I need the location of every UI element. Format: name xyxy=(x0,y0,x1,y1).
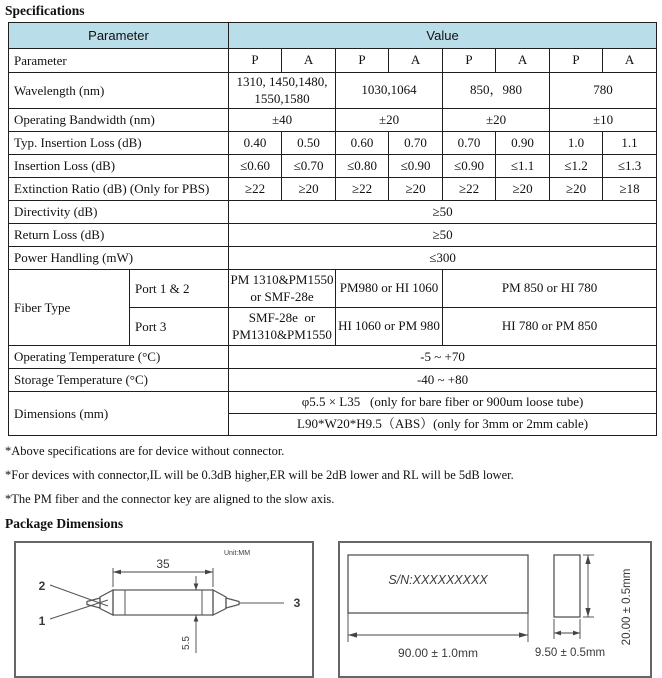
row-label: Insertion Loss (dB) xyxy=(9,155,229,178)
spec-value: 850，980 xyxy=(443,73,550,109)
col-a: A xyxy=(389,49,443,73)
col-p: P xyxy=(336,49,389,73)
spec-value: 0.60 xyxy=(336,132,389,155)
diameter-dim-label: 5.5 xyxy=(181,636,192,650)
package-width-dimension xyxy=(554,619,580,639)
row-label: Fiber Type xyxy=(9,270,130,346)
spec-value: ≥50 xyxy=(229,224,657,247)
row-label: Typ. Insertion Loss (dB) xyxy=(9,132,229,155)
spec-value: ≤1.3 xyxy=(603,155,657,178)
arrowhead-right-icon xyxy=(519,632,528,637)
spec-value: ≤300 xyxy=(229,247,657,270)
arrowhead-up-icon xyxy=(194,615,199,622)
spec-value: 1.0 xyxy=(550,132,603,155)
col-a: A xyxy=(282,49,336,73)
spec-value: φ5.5 × L35 (only for bare fiber or 900um loose tube) xyxy=(229,392,657,414)
row-label: Power Handling (mW) xyxy=(9,247,229,270)
package-height-label: 20.00 ± 0.5mm xyxy=(621,568,633,646)
spec-value: ≥20 xyxy=(389,178,443,201)
spec-value: ≤0.90 xyxy=(443,155,496,178)
insertion-loss-row xyxy=(9,155,657,178)
storage-temp-row xyxy=(9,369,657,392)
device-drawing-box xyxy=(14,541,314,678)
arrowhead-left-icon xyxy=(554,631,561,636)
arrowhead-up-icon xyxy=(585,555,590,564)
row-label: Directivity (dB) xyxy=(9,201,229,224)
operating-temp-row xyxy=(9,346,657,369)
spec-value: 1.1 xyxy=(603,132,657,155)
row-label: Dimensions (mm) xyxy=(9,392,229,436)
package-drawing xyxy=(340,543,650,671)
spec-value: SMF-28e or PM1310&PM1550 xyxy=(229,308,336,346)
specifications-table xyxy=(8,22,657,436)
spec-value: ≥20 xyxy=(282,178,336,201)
package-height-dimension xyxy=(583,555,594,617)
package-dimensions-heading: Package Dimensions xyxy=(5,516,124,531)
port-2-label: 2 xyxy=(38,579,46,593)
spec-value: ≥20 xyxy=(550,178,603,201)
spec-value: PM980 or HI 1060 xyxy=(336,270,443,308)
spec-value: ±20 xyxy=(443,109,550,132)
spec-value: 0.70 xyxy=(443,132,496,155)
length-dim-label: 35 xyxy=(156,557,170,571)
spec-value: ≤0.80 xyxy=(336,155,389,178)
spec-value: PM 1310&PM1550 or SMF-28e xyxy=(229,270,336,308)
arrowhead-left-icon xyxy=(113,570,121,575)
package-dimension-drawings xyxy=(14,541,662,678)
footnote-3: *The PM fiber and the connector key are aligned to the slow axis. xyxy=(5,492,335,506)
arrowhead-down-icon xyxy=(194,584,199,591)
spec-value: ≤1.2 xyxy=(550,155,603,178)
spec-value: HI 780 or PM 850 xyxy=(443,308,657,346)
typ-insertion-loss-row xyxy=(9,132,657,155)
spec-value: 780 xyxy=(550,73,657,109)
spec-value: ≥50 xyxy=(229,201,657,224)
fiber-type-port12-row xyxy=(9,270,657,308)
device-drawing xyxy=(16,543,312,671)
package-width-label: 9.50 ± 0.5mm xyxy=(534,647,606,659)
spec-value: ≤0.90 xyxy=(389,155,443,178)
header-parameter: Parameter xyxy=(9,23,229,49)
subheader-label: Parameter xyxy=(9,49,229,73)
arrowhead-right-icon xyxy=(573,631,580,636)
col-p: P xyxy=(229,49,282,73)
row-label: Operating Bandwidth (nm) xyxy=(9,109,229,132)
spec-value: ≤1.1 xyxy=(496,155,550,178)
extinction-ratio-row xyxy=(9,178,657,201)
row-label: Return Loss (dB) xyxy=(9,224,229,247)
spec-value: 0.50 xyxy=(282,132,336,155)
specifications-heading: Specifications xyxy=(5,3,85,18)
spec-value: 0.70 xyxy=(389,132,443,155)
col-p: P xyxy=(443,49,496,73)
spec-value: 1310, 1450,1480, 1550,1580 xyxy=(229,73,336,109)
power-handling-row xyxy=(9,247,657,270)
spec-value: ±10 xyxy=(550,109,657,132)
subheader-row xyxy=(9,49,657,73)
return-loss-row xyxy=(9,224,657,247)
footnote-1: *Above specifications are for device without connector. xyxy=(5,444,285,458)
package-side-view xyxy=(554,555,580,617)
dimensions-row-1 xyxy=(9,392,657,414)
spec-value: -5 ~ +70 xyxy=(229,346,657,369)
spec-value: ±20 xyxy=(336,109,443,132)
header-value: Value xyxy=(229,23,657,49)
row-label: Operating Temperature (°C) xyxy=(9,346,229,369)
port12-label: Port 1 & 2 xyxy=(130,270,229,308)
spec-value: ≤0.60 xyxy=(229,155,282,178)
arrowhead-down-icon xyxy=(585,608,590,617)
spec-value: ≥22 xyxy=(336,178,389,201)
spec-value: 0.90 xyxy=(496,132,550,155)
col-p: P xyxy=(550,49,603,73)
spec-value: ±40 xyxy=(229,109,336,132)
device-body xyxy=(87,590,239,615)
row-label: Wavelength (nm) xyxy=(9,73,229,109)
package-drawing-box xyxy=(338,541,652,678)
package-length-label: 90.00 ± 1.0mm xyxy=(398,646,478,660)
serial-label: S/N:XXXXXXXXX xyxy=(388,573,488,587)
spec-value: ≥18 xyxy=(603,178,657,201)
footnote-2: *For devices with connector,IL will be 0.3dB higher,ER will be 2dB lower and RL will be 5dB lower. xyxy=(5,468,514,482)
spec-value: 1030,1064 xyxy=(336,73,443,109)
port3-label: Port 3 xyxy=(130,308,229,346)
spec-value: L90*W20*H9.5（ABS）(only for 3mm or 2mm cable) xyxy=(229,414,657,436)
col-a: A xyxy=(603,49,657,73)
spec-value: PM 850 or HI 780 xyxy=(443,270,657,308)
spec-value: ≤0.70 xyxy=(282,155,336,178)
wavelength-row xyxy=(9,73,657,109)
spec-value: HI 1060 or PM 980 xyxy=(336,308,443,346)
spec-value: ≥20 xyxy=(496,178,550,201)
row-label: Storage Temperature (°C) xyxy=(9,369,229,392)
port-3-label: 3 xyxy=(293,596,301,610)
directivity-row xyxy=(9,201,657,224)
arrowhead-left-icon xyxy=(348,632,357,637)
footnotes xyxy=(5,444,662,507)
row-label: Extinction Ratio (dB) (Only for PBS) xyxy=(9,178,229,201)
arrowhead-right-icon xyxy=(205,570,213,575)
spec-value: ≥22 xyxy=(229,178,282,201)
spec-value: 0.40 xyxy=(229,132,282,155)
bandwidth-row xyxy=(9,109,657,132)
package-length-dimension xyxy=(348,613,528,642)
port-1-label: 1 xyxy=(38,614,46,628)
unit-label: Unit:MM xyxy=(224,550,251,557)
col-a: A xyxy=(496,49,550,73)
spec-value: ≥22 xyxy=(443,178,496,201)
spec-value: -40 ~ +80 xyxy=(229,369,657,392)
table-header-row xyxy=(9,23,657,49)
